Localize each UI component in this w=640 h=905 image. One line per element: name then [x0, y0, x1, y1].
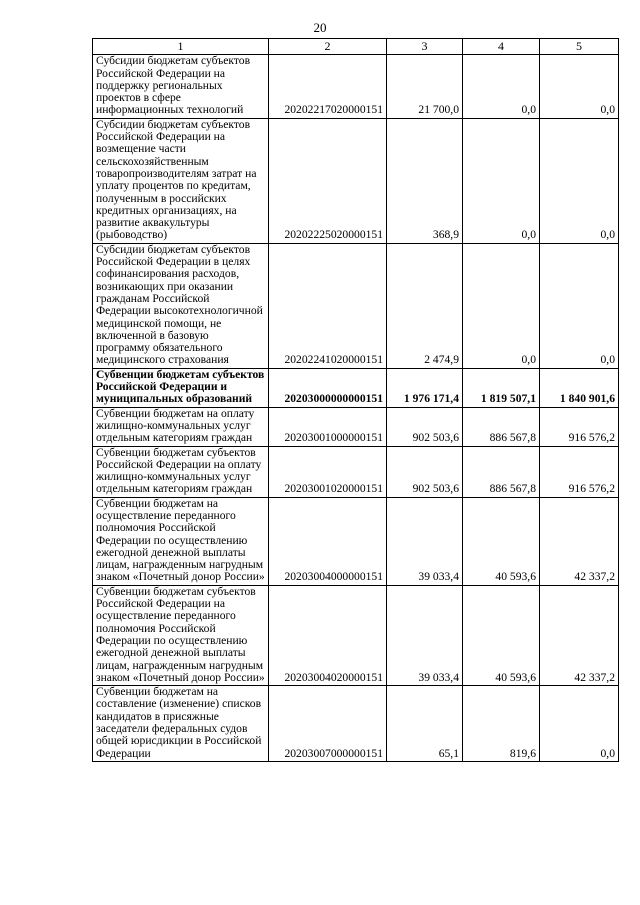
- row-value-4: 40 593,6: [463, 497, 540, 585]
- row-value-3: 21 700,0: [387, 55, 463, 118]
- row-name: Субвенции бюджетам на оплату жилищно-коммунальных услуг отдельным категориям граждан: [93, 407, 269, 446]
- row-value-4: 0,0: [463, 118, 540, 243]
- row-name: Субвенции бюджетам субъектов Российской Федерации и муниципальных образований: [93, 368, 269, 407]
- row-value-4: 819,6: [463, 686, 540, 762]
- row-code: 20203000000000151: [269, 368, 387, 407]
- header-col-4: 4: [463, 39, 540, 55]
- row-value-5: 0,0: [540, 243, 619, 368]
- table-row: [93, 446, 619, 497]
- row-value-3: 39 033,4: [387, 585, 463, 685]
- row-value-5: 0,0: [540, 686, 619, 762]
- row-code: 20203001020000151: [269, 446, 387, 497]
- table-row: [93, 55, 619, 118]
- table-row: [93, 243, 619, 368]
- row-name: Субсидии бюджетам субъектов Российской Федерации на поддержку региональных проектов в сфере информационных технологий: [93, 55, 269, 118]
- header-col-3: 3: [387, 39, 463, 55]
- table-row: [93, 686, 619, 762]
- row-value-5: 0,0: [540, 118, 619, 243]
- page-number: 20: [313, 20, 327, 35]
- row-name: Субвенции бюджетам на составление (изменение) списков кандидатов в присяжные заседатели федеральных судов общей юрисдикции в Российской Федерации: [93, 686, 269, 762]
- table-row: [93, 118, 619, 243]
- row-value-4: 1 819 507,1: [463, 368, 540, 407]
- row-value-3: 1 976 171,4: [387, 368, 463, 407]
- table-row: [93, 585, 619, 685]
- row-value-3: 65,1: [387, 686, 463, 762]
- row-code: 20202217020000151: [269, 55, 387, 118]
- row-value-3: 902 503,6: [387, 407, 463, 446]
- table-header: [93, 39, 619, 55]
- row-name: Субвенции бюджетам субъектов Российской Федерации на осуществление переданного полномочия Российской Федерации по осуществлению ежегодной денежной выплаты лицам, награжденным нагрудным знаком «Почетный донор России»: [93, 585, 269, 685]
- row-name: Субсидии бюджетам субъектов Российской Федерации в целях софинансирования расходов, возникающих при оказании гражданам Российской Федерации высокотехнологичной медицинской помощи, не включенной в базовую программу обязательного медицинского страхования: [93, 243, 269, 368]
- row-value-4: 40 593,6: [463, 585, 540, 685]
- row-value-5: 42 337,2: [540, 585, 619, 685]
- header-col-5: 5: [540, 39, 619, 55]
- table-row: [93, 407, 619, 446]
- row-code: 20202225020000151: [269, 118, 387, 243]
- header-col-1: 1: [93, 39, 269, 55]
- row-code: 20203007000000151: [269, 686, 387, 762]
- row-value-3: 39 033,4: [387, 497, 463, 585]
- row-value-5: 916 576,2: [540, 407, 619, 446]
- row-value-5: 42 337,2: [540, 497, 619, 585]
- row-name: Субсидии бюджетам субъектов Российской Федерации на возмещение части сельскохозяйственным товаропроизводителям затрат на уплату процентов по кредитам, полученным в российских кредитных организациях, на развитие аквакультуры (рыбоводство): [93, 118, 269, 243]
- row-code: 20203001000000151: [269, 407, 387, 446]
- row-value-3: 2 474,9: [387, 243, 463, 368]
- row-value-4: 0,0: [463, 243, 540, 368]
- table-body: [93, 55, 619, 762]
- row-value-4: 0,0: [463, 55, 540, 118]
- row-name: Субвенции бюджетам на осуществление переданного полномочия Российской Федерации по осуществлению ежегодной денежной выплаты лицам, награжденным нагрудным знаком «Почетный донор России»: [93, 497, 269, 585]
- row-value-5: 0,0: [540, 55, 619, 118]
- header-row: [93, 39, 619, 55]
- budget-table: [92, 38, 619, 762]
- table-row-total: [93, 368, 619, 407]
- row-code: 20203004000000151: [269, 497, 387, 585]
- header-col-2: 2: [269, 39, 387, 55]
- row-value-4: 886 567,8: [463, 446, 540, 497]
- row-code: 20203004020000151: [269, 585, 387, 685]
- row-code: 20202241020000151: [269, 243, 387, 368]
- row-value-4: 886 567,8: [463, 407, 540, 446]
- row-value-3: 368,9: [387, 118, 463, 243]
- row-value-5: 916 576,2: [540, 446, 619, 497]
- row-value-5: 1 840 901,6: [540, 368, 619, 407]
- row-value-3: 902 503,6: [387, 446, 463, 497]
- row-name: Субвенции бюджетам субъектов Российской Федерации на оплату жилищно-коммунальных услуг отдельным категориям граждан: [93, 446, 269, 497]
- table-row: [93, 497, 619, 585]
